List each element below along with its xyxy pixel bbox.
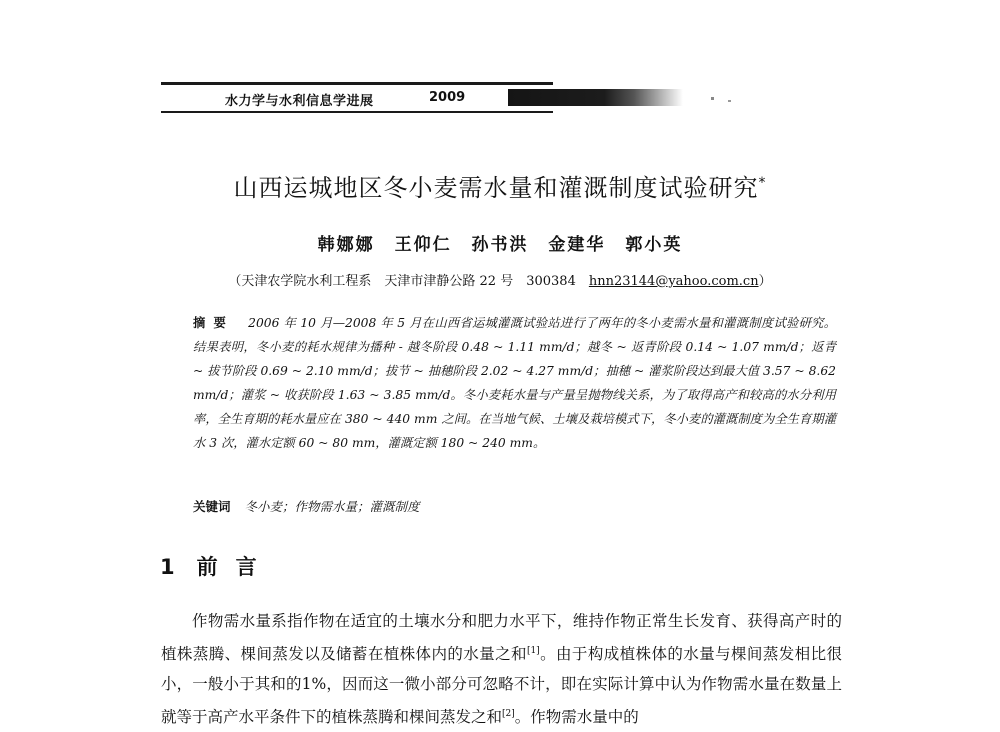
affiliation xyxy=(0,270,1000,289)
abstract xyxy=(193,311,836,456)
section-title: 前言 xyxy=(196,555,275,579)
author: 郭小英 xyxy=(625,235,683,255)
citation: [1] xyxy=(526,646,540,656)
author-list xyxy=(0,230,1000,255)
affiliation-text: （天津农学院水利工程系 天津市津静公路 22 号 300384 xyxy=(228,274,589,289)
citation: [2] xyxy=(502,709,515,720)
body-text-part: 作物需水量系指作物在适宜的土壤水分和肥力水平下，维持作物正常生长发育、获得高产时的植株蒸腾、棵间蒸发以及储蓄在植株体内的水量之和 xyxy=(161,612,842,664)
author: 王仰仁 xyxy=(394,235,452,255)
header-rule-bottom xyxy=(161,111,553,113)
journal-name: 水力学与水利信息学进展 xyxy=(225,94,374,109)
body-paragraph xyxy=(161,606,842,732)
keywords-text: 冬小麦；作物需水量；灌溉制度 xyxy=(244,499,420,514)
header-rule-top xyxy=(161,82,553,85)
scan-speck xyxy=(728,100,731,102)
paper-title-text: 山西运城地区冬小麦需水量和灌溉制度试验研究 xyxy=(233,174,759,202)
scan-speck xyxy=(711,97,714,100)
body-text-part: 。作物需水量中的 xyxy=(514,708,639,727)
abstract-label: 摘要 xyxy=(193,315,235,330)
body-text-part: 。由于构成植株体的水量与棵间蒸发相比很小，一般小于其和的1%，因而这一微小部分可忽略不计，即在实际计算中认为作物需水量在数量上就等于高产水平条件下的植株蒸腾和棵间蒸发之和 xyxy=(161,645,842,727)
title-footnote-mark: * xyxy=(758,175,767,191)
abstract-text: 2006 年 10 月—2008 年 5 月在山西省运城灌溉试验站进行了两年的冬小麦需水量和灌溉制度试验研究。结果表明，冬小麦的耗水规律为播种 - 越冬阶段 0.48 ~ 1.11 mm/d；越冬 ~ 返青阶段 0.14 ~ 1.07 mm/d；返青 ~ 拔节阶段 0.69 ~ 2.10 mm/d；拔节 ~ 抽穗阶段 2.02 ~ 4.27 mm/d；抽穗 ~ 灌浆阶段达到最大值 3.57 ~ 8.62 mm/d；灌浆 ~ 收获阶段 1.63 ~ 3.85 mm/d。冬小麦耗水量与产量呈抛物线关系，为了取得高产和较高的水分利用率，全生育期的耗水量应在 380 ~ 440 mm 之间。在当地气候、土壤及栽培模式下，冬小麦的灌溉制度为全生育期灌水 3 次，灌水定额 60 ~ 80 mm，灌溉定额 180 ~ 240 mm。 xyxy=(193,316,836,451)
keywords xyxy=(193,497,420,515)
keywords-label: 关键词 xyxy=(193,499,231,514)
journal-year: 2009 xyxy=(429,90,466,105)
section-heading xyxy=(160,551,275,581)
section-number: 1 xyxy=(160,555,175,579)
affiliation-close: ） xyxy=(758,274,772,289)
author: 金建华 xyxy=(548,235,606,255)
author: 孙书洪 xyxy=(471,235,529,255)
author: 韩娜娜 xyxy=(317,235,375,255)
paper-title xyxy=(0,168,1000,203)
author-email[interactable]: hnn23144@yahoo.com.cn xyxy=(588,274,759,289)
header-black-bar xyxy=(508,89,683,106)
